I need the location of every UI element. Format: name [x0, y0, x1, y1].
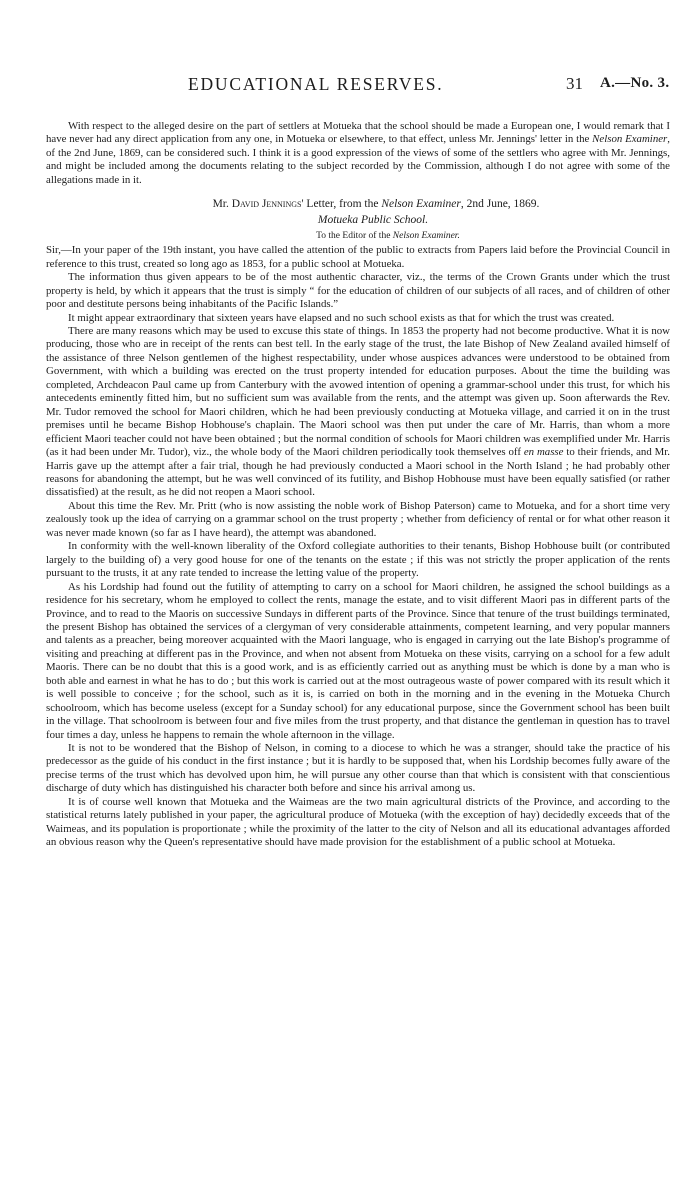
running-title: EDUCATIONAL RESERVES.: [188, 74, 444, 94]
author-name: David Jennings: [231, 198, 302, 211]
letter-addressee: To the Editor of the Nelson Examiner.: [316, 231, 460, 242]
intro-paragraph: With respect to the alleged desire on the part of settlers at Motueka that the school should be made a European one, I would remark that I have never had any direct application from any one, in Motueka or elsewhere, to that effect, unless Mr. Jennings' letter in the Nelson Examiner, of the 2nd June, 1869, can be considered such. I think it is a good expression of the views of some of the settlers who agree with Mr. Jennings, and might be included among the documents relating to the subject recorded by the Commission, although I do not agree with some of the allegations made in it.: [46, 120, 670, 186]
letter-paragraph: There are many reasons which may be used to excuse this state of things. In 1853 the property had not become productive. What it is now producing, those who are in receipt of the rents can best tell. In the early stage of the trust, the late Bishop of New Zealand availed himself of the assistance of three Nelson gentlemen of the highest respectability, under whose auspices advances were understood to be obtained from Government, with which a building was erected on the trust property intended for education purposes. About the time the building was completed, Archdeacon Paul came up from Canterbury with the avowed intention of opening a grammar-school under this trust, for which his antecedents eminently fitted him, but no sufficient sum was available from the rents, and the attempt was given up. Soon afterwards the Rev. Mr. Tudor removed the school for Maori children, which he had been previously conducting at Motueka village, and carried it on in the trust premises until he became Bishop Hobhouse's chaplain. The Maori school was then put under the care of Mr. Harris, than whom a more efficient Maori teacher could not have been obtained ; but the normal condition of schools for Maori children was exemplified under Mr. Harris (as it had been under Mr. Tudor), viz., the whole body of the Maori children periodically took themselves off en masse to their friends, and Mr. Harris gave up the attempt after a fair trial, though he had previously conducted a Maori school in the North Island ; he had probably other reasons for abandoning the attempt, but he was well convinced of its futility, and Bishop Hobhouse must have been equally satisfied (or rather dissatisfied) at the result, as he did not reopen a Maori school.: [46, 324, 670, 499]
letter-paragraph: It is of course well known that Motueka and the Waimeas are the two main agricultural districts of the Province, and according to the statistical returns lately published in your paper, the agricultural produce of Motueka (with the exception of hay) decidedly exceeds that of the Waimeas, and its population is proportionate ; while the proximity of the latter to the city of Nelson and all its educational advantages afforded an obvious reason why the Queen's representative should have made provision for the establishment of a public school at Motueka.: [46, 795, 670, 849]
document-reference: A.—No. 3.: [600, 75, 670, 91]
page-number: 31: [566, 74, 583, 93]
letter-paragraph: The information thus given appears to be of the most authentic character, viz., the terms of the Crown Grants under which the trust property is held, by which it appears that the trust is simply “ for the education of children of our subjects of all races, and of children of other poor and destitute persons being inhabitants of the Pacific Islands.”: [46, 271, 670, 311]
page-header: [0, 74, 700, 96]
letter-subheading: Motueka Public School.: [317, 214, 429, 227]
letter-paragraph: In conformity with the well-known liberality of the Oxford collegiate authorities to their tenants, Bishop Hobhouse built (or contributed largely to the building of) a very good house for one of the tenants on the estate ; if this was not strictly the proper application of the rents pursuant to the trusts, it at any rate tended to increase the letting value of the property.: [46, 540, 670, 580]
letter-heading: Mr. David Jennings' Letter, from the Nelson Examiner, 2nd June, 1869.: [212, 198, 540, 211]
letter-paragraph: It is not to be wondered that the Bishop of Nelson, in coming to a diocese to which he was a stranger, should take the practice of his predecessor as the guide of his conduct in the first instance ; but it is hardly to be supposed that, when his Lordship becomes fully aware of the precise terms of the trust which has devolved upon him, he will pursue any other course than that which is consistent with that conscientious discharge of duty which has distinguished his character both before and since his arrival among us.: [46, 742, 670, 795]
page-body: [46, 120, 670, 850]
letter-paragraph: About this time the Rev. Mr. Pritt (who is now assisting the noble work of Bishop Paterson) came to Motueka, and for a short time very zealously took up the idea of carrying on a grammar school on the trust property ; whether from deficiency of rental or for what other reason it was never made known (so far as I have heard), the attempt was abandoned.: [46, 499, 670, 539]
letter-paragraph: It might appear extraordinary that sixteen years have elapsed and no such school exists as that for which the trust was created.: [68, 311, 615, 324]
newspaper-name: Nelson Examiner: [381, 198, 461, 211]
letter-paragraph: As his Lordship had found out the futility of attempting to carry on a school for Maori children, he assigned the school buildings as a residence for his secretary, whom he employed to collect the rents, manage the estate, and to visit different Maori pas in different parts of the Province, and to read to the Maoris on successive Sundays in different parts of the Province. Since that tenure of the trust buildings terminated, the present Bishop has obtained the services of a clergyman of very considerable attainments, competent learning, and very popular manners and talents as a preacher, being moreover acquainted with the Maori language, who is engaged in carrying out the late Bishop's programme of visiting and preaching at different pas in the Province, and when not absent from Motueka on these visits, carrying on a school for a few adult Maoris. There can be no doubt that this is a good work, and is as efficiently carried out as anything must be which is done by a man who is both able and earnest in what he has to do ; but this work is carried out at the most outrageous waste of power compared with its result which it is well possible to conceive ; for the school, such as it is, is carried on both in the morning and in the evening in the Motueka Church schoolroom, which has become useless (except for a Sunday school) for any educational purpose, since the Government school has been built in the village. That schoolroom is between four and five miles from the trust property, and that distance the gentleman in question has to travel four times a day, unless he happens to remain the whole afternoon in the village.: [46, 580, 670, 741]
letter-paragraph: Sir,—In your paper of the 19th instant, you have called the attention of the public to extracts from Papers laid before the Provincial Council in reference to this trust, created so long ago as 1853, for a public school at Motueka.: [46, 244, 670, 270]
newspaper-name: Nelson Examiner: [592, 133, 668, 146]
